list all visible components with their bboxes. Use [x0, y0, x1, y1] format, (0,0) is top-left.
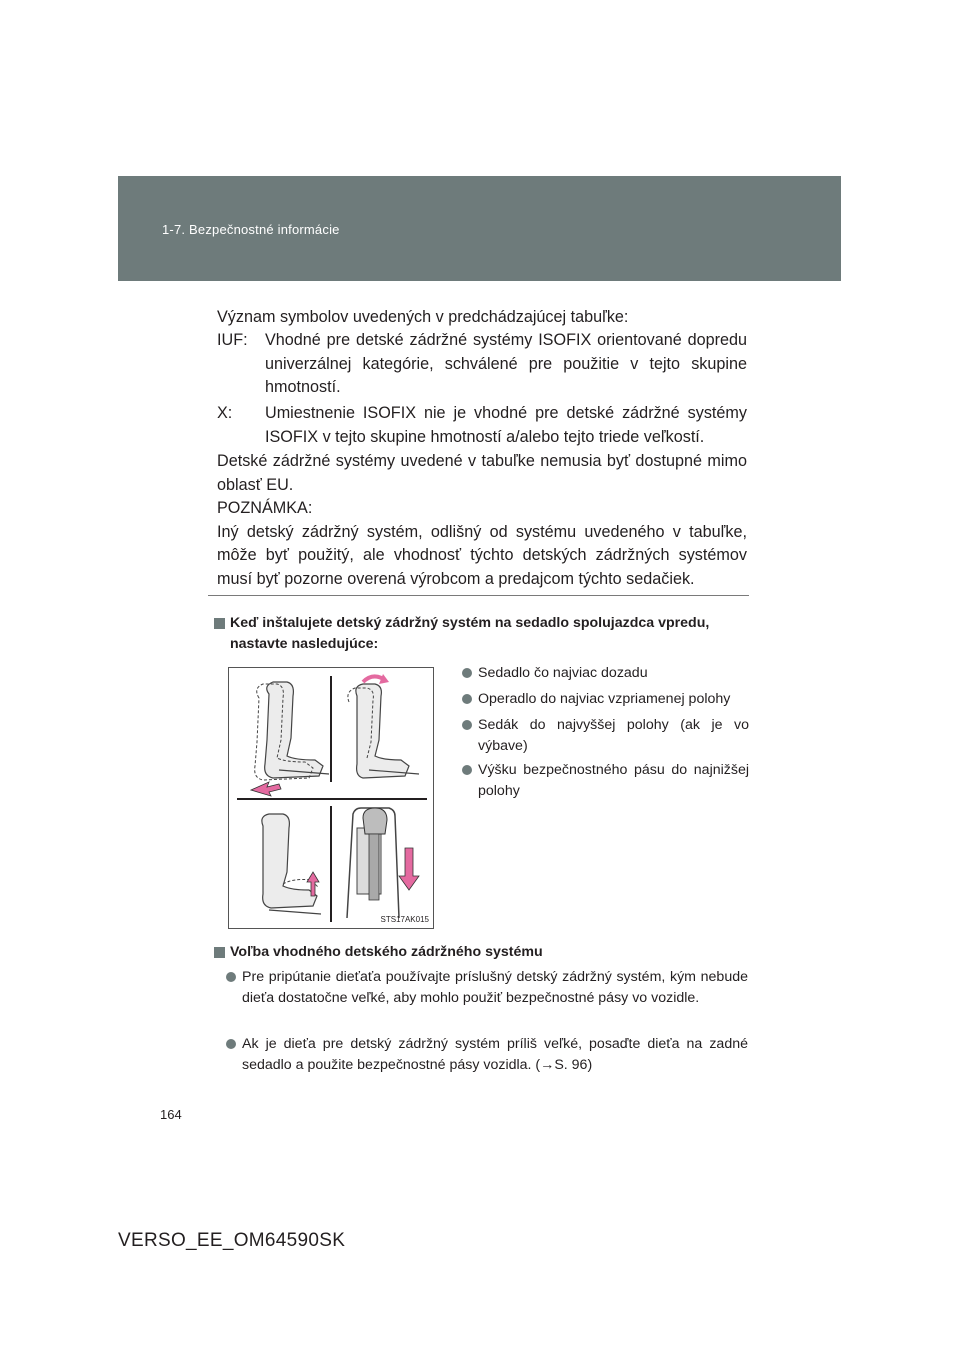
square-bullet-icon — [214, 947, 225, 958]
eu-availability-note: Detské zádržné systémy uvedené v tabuľke nemusia byť dostupné mimo oblasť EU. — [217, 452, 747, 494]
list-item-text: Sedák do najvyššej polohy (ak je vo výbave) — [478, 717, 749, 754]
legend-label: X: — [217, 404, 233, 422]
seat-illustration — [229, 668, 433, 928]
note-body: Iný detský zádržný systém, odlišný od systému uvedeného v tabuľke, môže byť použitý, ale vhodnosť týchto detských zádržných systémov musí byť pozorne overená výrobcom a predajcom týchto sedačiek. — [217, 522, 747, 588]
figure-code: STS17AK015 — [380, 915, 429, 924]
list-item-text: Výšku bezpečnostného pásu do najnižšej polohy — [478, 762, 749, 799]
bullet-dot-icon — [462, 668, 472, 678]
belt-height-icon — [347, 808, 419, 918]
list-item-text: Ak je dieťa pre detský zádržný systém príliš veľké, posaďte dieťa na zadné sedadlo a použite bezpečnostné pásy vozidla. (→S. 96) — [242, 1036, 748, 1073]
legend-label: IUF: — [217, 331, 248, 349]
section-heading-text: Voľba vhodného detského zádržného systému — [230, 944, 543, 960]
seat-adjustment-figure — [228, 667, 434, 929]
page-number: 164 — [160, 1107, 182, 1122]
bullet-dot-icon — [226, 1039, 236, 1049]
footer-code: VERSO_EE_OM64590SK — [118, 1230, 346, 1251]
page-header — [118, 176, 841, 281]
note-title: POZNÁMKA: — [217, 499, 313, 517]
section-heading-text: Keď inštalujete detský zádržný systém na sedadlo spolujazdca vpredu, nastavte nasledujúce: — [230, 615, 710, 652]
bullet-dot-icon — [462, 720, 472, 730]
note-block — [217, 497, 747, 591]
legend-intro: Význam symbolov uvedených v predchádzajúcej tabuľke: — [217, 308, 629, 326]
seat-slide-icon — [251, 682, 329, 796]
seat-height-icon — [262, 814, 321, 914]
section-divider — [208, 595, 749, 596]
list-item-text: Pre pripútanie dieťaťa používajte príslušný detský zádržný systém, kým nebude dieťa dostatočne veľké, aby mohlo použiť bezpečnostné pásy vo vozidle. — [242, 969, 748, 1006]
bullet-dot-icon — [226, 972, 236, 982]
list-item-text: Sedadlo čo najviac dozadu — [478, 665, 648, 681]
section-title: 1-7. Bezpečnostné informácie — [162, 222, 340, 237]
bullet-dot-icon — [462, 694, 472, 704]
square-bullet-icon — [214, 618, 225, 629]
legend-text: Umiestnenie ISOFIX nie je vhodné pre detské zádržné systémy ISOFIX v tejto skupine hmotností a/alebo tejto triede veľkostí. — [265, 404, 747, 446]
legend-text: Vhodné pre detské zádržné systémy ISOFIX orientované dopredu univerzálnej kategórie, schválené pre použitie v tejto skupine hmotností. — [265, 331, 747, 397]
bullet-dot-icon — [462, 765, 472, 775]
backrest-upright-icon — [348, 674, 419, 778]
list-item-text: Operadlo do najviac vzpriamenej polohy — [478, 691, 731, 707]
